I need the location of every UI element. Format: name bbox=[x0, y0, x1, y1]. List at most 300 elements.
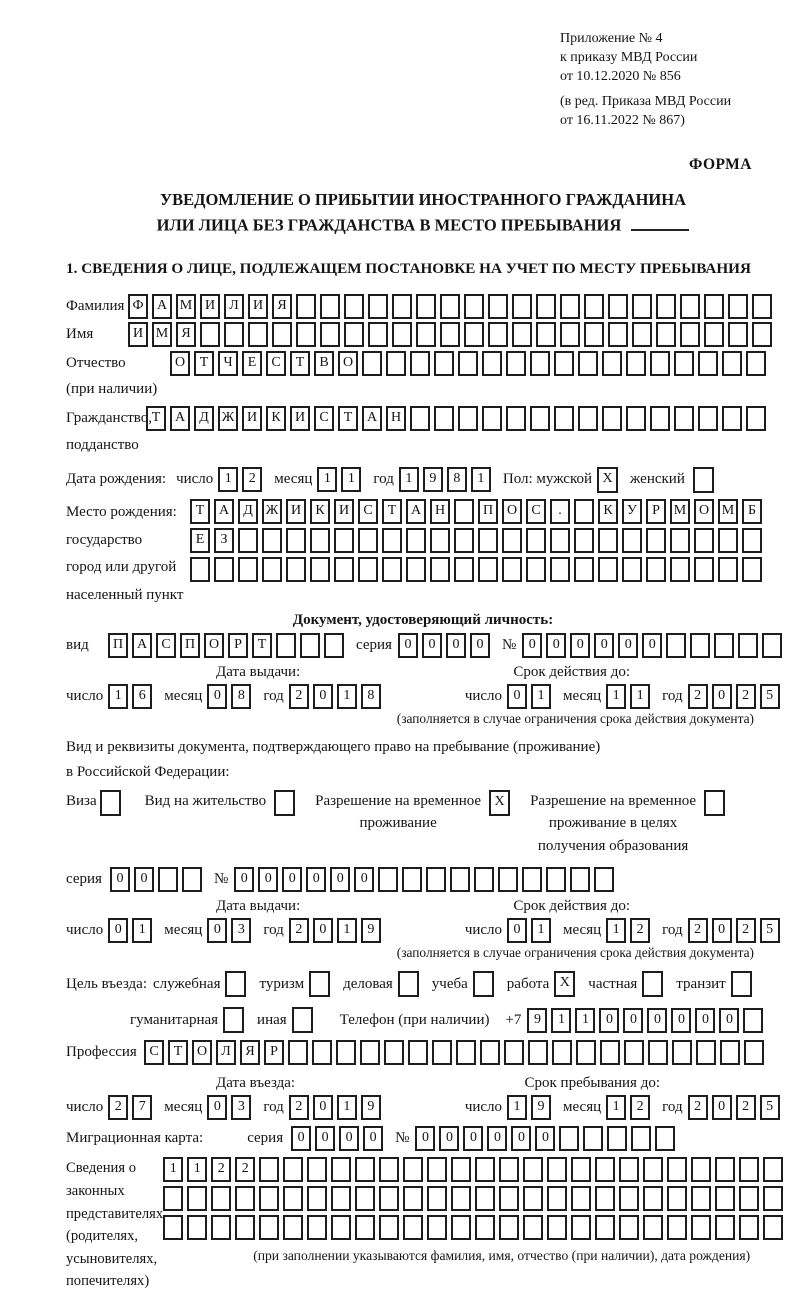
date-part-field[interactable] bbox=[399, 467, 495, 492]
date-part-field[interactable] bbox=[207, 684, 255, 709]
temporary-residence-checkbox[interactable] bbox=[489, 790, 514, 816]
char-cell bbox=[158, 867, 178, 892]
purpose-option-checkbox[interactable] bbox=[473, 971, 498, 997]
visa-label: Виза bbox=[66, 792, 97, 809]
char-cell: 2 bbox=[736, 684, 756, 709]
char-cell bbox=[728, 322, 748, 347]
birth-place-row2[interactable] bbox=[190, 528, 766, 553]
migration-card-series-field[interactable] bbox=[291, 1126, 387, 1151]
representatives-note: (при заполнении указываются фамилия, имя, отчество (при наличии), дата рождения) bbox=[253, 1248, 751, 1264]
char-cell: 0 bbox=[207, 684, 227, 709]
date-part-field[interactable] bbox=[218, 467, 266, 492]
date-part-field[interactable] bbox=[606, 918, 654, 943]
char-cell bbox=[570, 867, 590, 892]
doc-kind-field[interactable] bbox=[108, 633, 348, 658]
char-cell: 6 bbox=[132, 684, 152, 709]
patronymic-label: Отчество (при наличии) bbox=[66, 354, 158, 398]
entry-date-field[interactable] bbox=[66, 1095, 393, 1120]
char-cell bbox=[552, 1040, 572, 1065]
identity-issue-date[interactable] bbox=[66, 684, 393, 709]
char-cell: 0 bbox=[291, 1126, 311, 1151]
date-part-field[interactable] bbox=[507, 918, 555, 943]
purpose-option-checkbox[interactable] bbox=[554, 971, 579, 997]
char-cell bbox=[331, 1215, 351, 1240]
char-cell bbox=[499, 1215, 519, 1240]
residence-permit-checkbox[interactable] bbox=[274, 790, 299, 816]
char-cell: Е bbox=[242, 351, 262, 376]
char-cell bbox=[384, 1040, 404, 1065]
char-cell bbox=[451, 1215, 471, 1240]
char-cell: 0 bbox=[712, 1095, 732, 1120]
char-cell: X bbox=[489, 790, 510, 816]
doc-series-field[interactable] bbox=[398, 633, 494, 658]
residence-issue-date[interactable] bbox=[66, 918, 393, 943]
char-cell: 0 bbox=[330, 867, 350, 892]
char-cell: 0 bbox=[363, 1126, 383, 1151]
char-cell bbox=[286, 557, 306, 582]
char-cell bbox=[595, 1186, 615, 1211]
char-cell: 1 bbox=[132, 918, 152, 943]
char-cell bbox=[526, 557, 546, 582]
char-cell: 9 bbox=[531, 1095, 551, 1120]
purpose-option-checkbox[interactable] bbox=[309, 971, 334, 997]
char-cell bbox=[690, 633, 710, 658]
purpose-option-label: иная bbox=[257, 1011, 287, 1028]
char-cell: Т bbox=[168, 1040, 188, 1065]
char-cell bbox=[752, 322, 772, 347]
char-cell bbox=[626, 351, 646, 376]
char-cell: 2 bbox=[688, 1095, 708, 1120]
char-cell: А bbox=[170, 406, 190, 431]
purpose-option-checkbox[interactable] bbox=[398, 971, 423, 997]
representatives-row3[interactable] bbox=[163, 1215, 787, 1240]
char-cell: 2 bbox=[736, 1095, 756, 1120]
purpose-option-checkbox[interactable] bbox=[225, 971, 250, 997]
char-cell bbox=[235, 1186, 255, 1211]
char-cell bbox=[656, 294, 676, 319]
char-cell bbox=[427, 1215, 447, 1240]
char-cell: 2 bbox=[688, 684, 708, 709]
char-cell: 0 bbox=[339, 1126, 359, 1151]
char-cell: 0 bbox=[599, 1008, 619, 1033]
char-cell: А bbox=[132, 633, 152, 658]
char-cell: М bbox=[152, 322, 172, 347]
profession-label: Профессия bbox=[66, 1044, 137, 1061]
date-part-label: месяц bbox=[164, 1099, 203, 1116]
char-cell: 1 bbox=[341, 467, 361, 492]
char-cell bbox=[478, 557, 498, 582]
given-name-field[interactable] bbox=[128, 322, 776, 347]
char-cell: К bbox=[266, 406, 286, 431]
char-cell bbox=[739, 1186, 759, 1211]
char-cell: 1 bbox=[531, 684, 551, 709]
char-cell bbox=[292, 1007, 313, 1033]
residence-number-label: № bbox=[213, 871, 229, 888]
char-cell bbox=[331, 1157, 351, 1182]
char-cell bbox=[310, 528, 330, 553]
char-cell bbox=[286, 528, 306, 553]
char-cell bbox=[488, 322, 508, 347]
char-cell: Л bbox=[216, 1040, 236, 1065]
char-cell bbox=[691, 1157, 711, 1182]
char-cell bbox=[416, 294, 436, 319]
section1-heading: 1. СВЕДЕНИЯ О ЛИЦЕ, ПОДЛЕЖАЩЕМ ПОСТАНОВКЕ НА УЧЕТ ПО МЕСТУ ПРЕБЫВАНИЯ bbox=[66, 259, 751, 277]
char-cell: 1 bbox=[163, 1157, 183, 1182]
appendix-line: Приложение № 4 bbox=[560, 31, 663, 46]
char-cell: 1 bbox=[606, 1095, 626, 1120]
birth-date-field[interactable] bbox=[176, 467, 503, 492]
char-cell bbox=[502, 557, 522, 582]
date-part-label: месяц bbox=[164, 687, 203, 704]
stay-until-field[interactable] bbox=[465, 1095, 792, 1120]
date-part-label: число bbox=[464, 922, 503, 939]
residence-series-label: серия bbox=[66, 871, 102, 888]
char-cell: Р bbox=[228, 633, 248, 658]
char-cell bbox=[379, 1157, 399, 1182]
char-cell bbox=[259, 1215, 279, 1240]
char-cell bbox=[722, 406, 742, 431]
char-cell: Т bbox=[146, 406, 166, 431]
sex-male-checkbox[interactable] bbox=[597, 467, 622, 493]
purpose-option-checkbox[interactable] bbox=[292, 1007, 317, 1033]
char-cell: 0 bbox=[398, 633, 418, 658]
residence-permit-label: Вид на жительство bbox=[144, 792, 267, 809]
migration-card-label: Миграционная карта: bbox=[66, 1130, 204, 1147]
date-part-label: месяц bbox=[164, 922, 203, 939]
char-cell: 2 bbox=[736, 918, 756, 943]
purpose-option bbox=[588, 971, 667, 997]
char-cell: 0 bbox=[522, 633, 542, 658]
char-cell: 1 bbox=[399, 467, 419, 492]
char-cell bbox=[728, 294, 748, 319]
char-cell bbox=[482, 351, 502, 376]
char-cell: Т bbox=[338, 406, 358, 431]
char-cell: 1 bbox=[337, 1095, 357, 1120]
char-cell bbox=[382, 528, 402, 553]
char-cell bbox=[530, 406, 550, 431]
char-cell bbox=[368, 322, 388, 347]
residence-doc-heading-line2: в Российской Федерации: bbox=[66, 764, 230, 781]
date-part-field[interactable] bbox=[688, 918, 784, 943]
surname-field[interactable] bbox=[128, 294, 776, 319]
char-cell: 0 bbox=[463, 1126, 483, 1151]
temporary-residence-education-label: Разрешение на временное проживание в целях получения образования bbox=[530, 792, 697, 854]
char-cell bbox=[506, 351, 526, 376]
char-cell bbox=[704, 322, 724, 347]
char-cell: 1 bbox=[317, 467, 337, 492]
char-cell bbox=[259, 1157, 279, 1182]
char-cell bbox=[403, 1215, 423, 1240]
char-cell bbox=[560, 322, 580, 347]
char-cell: 0 bbox=[487, 1126, 507, 1151]
birth-place-row1[interactable] bbox=[190, 499, 766, 524]
char-cell: 3 bbox=[231, 1095, 251, 1120]
date-part-field[interactable] bbox=[606, 684, 654, 709]
date-part-field[interactable] bbox=[207, 918, 255, 943]
date-part-field[interactable] bbox=[688, 1095, 784, 1120]
date-part-field[interactable] bbox=[317, 467, 365, 492]
char-cell bbox=[691, 1215, 711, 1240]
char-cell: . bbox=[550, 499, 570, 524]
date-part-label: месяц bbox=[563, 922, 602, 939]
char-cell bbox=[300, 633, 320, 658]
char-cell: 0 bbox=[712, 918, 732, 943]
representatives-row2[interactable] bbox=[163, 1186, 787, 1211]
char-cell bbox=[632, 322, 652, 347]
char-cell: Т bbox=[194, 351, 214, 376]
char-cell bbox=[307, 1157, 327, 1182]
date-part-field[interactable] bbox=[108, 918, 156, 943]
char-cell bbox=[310, 557, 330, 582]
identity-expiry-date[interactable] bbox=[465, 684, 792, 709]
char-cell bbox=[536, 294, 556, 319]
given-name-label: Имя bbox=[66, 325, 94, 342]
char-cell: Т bbox=[382, 499, 402, 524]
citizenship-field[interactable] bbox=[146, 406, 770, 431]
char-cell bbox=[296, 294, 316, 319]
char-cell bbox=[288, 1040, 308, 1065]
char-cell bbox=[698, 351, 718, 376]
char-cell: 8 bbox=[231, 684, 251, 709]
purpose-option-label: служебная bbox=[152, 975, 221, 992]
char-cell: 1 bbox=[507, 1095, 527, 1120]
doc-number-field[interactable] bbox=[522, 633, 786, 658]
char-cell bbox=[336, 1040, 356, 1065]
representatives-label: Сведения о законных представителях (родителях, усыновителях, попечителях) bbox=[66, 1160, 164, 1290]
char-cell bbox=[502, 528, 522, 553]
char-cell: И bbox=[286, 499, 306, 524]
date-part-label: число bbox=[464, 687, 503, 704]
patronymic-field[interactable] bbox=[170, 351, 770, 376]
date-part-field[interactable] bbox=[688, 684, 784, 709]
sex-female-checkbox[interactable] bbox=[693, 467, 718, 493]
date-part-label: год bbox=[263, 1099, 284, 1116]
edition-line: от 16.11.2022 № 867) bbox=[560, 112, 685, 128]
date-part-field[interactable] bbox=[289, 684, 385, 709]
char-cell: П bbox=[108, 633, 128, 658]
date-part-field[interactable] bbox=[207, 1095, 255, 1120]
purpose-option-checkbox[interactable] bbox=[642, 971, 667, 997]
char-cell: 5 bbox=[760, 684, 780, 709]
char-cell bbox=[674, 351, 694, 376]
char-cell: 0 bbox=[642, 633, 662, 658]
residence-series-field[interactable] bbox=[110, 867, 206, 892]
char-cell bbox=[274, 790, 295, 816]
char-cell bbox=[475, 1215, 495, 1240]
char-cell bbox=[272, 322, 292, 347]
surname-label: Фамилия bbox=[66, 297, 125, 314]
char-cell bbox=[622, 528, 642, 553]
char-cell bbox=[608, 322, 628, 347]
char-cell bbox=[410, 351, 430, 376]
phone-field[interactable] bbox=[527, 1008, 767, 1033]
visa-checkbox[interactable] bbox=[100, 790, 125, 816]
purpose-option bbox=[257, 1007, 317, 1033]
char-cell: Л bbox=[224, 294, 244, 319]
char-cell: 0 bbox=[511, 1126, 531, 1151]
char-cell: М bbox=[670, 499, 690, 524]
temporary-residence-education-option bbox=[530, 790, 729, 858]
temporary-residence-education-checkbox[interactable] bbox=[704, 790, 729, 816]
char-cell: П bbox=[180, 633, 200, 658]
char-cell bbox=[498, 867, 518, 892]
char-cell: Б bbox=[742, 499, 762, 524]
char-cell bbox=[554, 351, 574, 376]
char-cell bbox=[536, 322, 556, 347]
char-cell: 3 bbox=[231, 918, 251, 943]
char-cell bbox=[440, 294, 460, 319]
char-cell bbox=[594, 867, 614, 892]
char-cell bbox=[480, 1040, 500, 1065]
purpose-option-label: учеба bbox=[431, 975, 468, 992]
char-cell bbox=[694, 557, 714, 582]
char-cell: 1 bbox=[471, 467, 491, 492]
char-cell bbox=[522, 867, 542, 892]
char-cell bbox=[667, 1157, 687, 1182]
char-cell bbox=[595, 1215, 615, 1240]
char-cell bbox=[451, 1157, 471, 1182]
char-cell: С bbox=[358, 499, 378, 524]
char-cell bbox=[430, 528, 450, 553]
char-cell bbox=[722, 351, 742, 376]
char-cell: 0 bbox=[315, 1126, 335, 1151]
date-part-label: месяц bbox=[274, 471, 313, 488]
char-cell: 1 bbox=[531, 918, 551, 943]
char-cell bbox=[598, 528, 618, 553]
char-cell bbox=[650, 351, 670, 376]
char-cell bbox=[670, 557, 690, 582]
birth-place-label: Место рождения: государство город или другой населенный пункт bbox=[66, 503, 184, 604]
date-part-field[interactable] bbox=[507, 1095, 555, 1120]
form-label: ФОРМА bbox=[688, 156, 752, 174]
edition-line: (в ред. Приказа МВД России bbox=[560, 93, 732, 109]
migration-card-series-label: серия bbox=[247, 1130, 284, 1147]
char-cell bbox=[454, 557, 474, 582]
char-cell: 5 bbox=[760, 1095, 780, 1120]
purpose-option bbox=[432, 971, 498, 997]
purpose-option-checkbox[interactable] bbox=[731, 971, 756, 997]
char-cell bbox=[643, 1186, 663, 1211]
migration-card-number-field[interactable] bbox=[415, 1126, 679, 1151]
purpose-option-label: работа bbox=[506, 975, 550, 992]
char-cell: 5 bbox=[760, 918, 780, 943]
char-cell bbox=[358, 557, 378, 582]
identity-expiry-heading: Срок действия до: bbox=[513, 663, 630, 680]
date-part-field[interactable] bbox=[606, 1095, 654, 1120]
char-cell bbox=[746, 351, 766, 376]
char-cell: 0 bbox=[108, 918, 128, 943]
char-cell bbox=[674, 406, 694, 431]
char-cell bbox=[309, 971, 330, 997]
char-cell bbox=[607, 1126, 627, 1151]
date-part-field[interactable] bbox=[289, 918, 385, 943]
char-cell: 8 bbox=[361, 684, 381, 709]
residence-expiry-date[interactable] bbox=[465, 918, 792, 943]
char-cell bbox=[602, 406, 622, 431]
char-cell: 8 bbox=[447, 467, 467, 492]
char-cell: 2 bbox=[688, 918, 708, 943]
char-cell bbox=[312, 1040, 332, 1065]
char-cell bbox=[622, 557, 642, 582]
char-cell bbox=[416, 322, 436, 347]
char-cell bbox=[440, 322, 460, 347]
profession-field[interactable] bbox=[144, 1040, 768, 1065]
purpose-option-checkbox[interactable] bbox=[223, 1007, 248, 1033]
residence-number-field[interactable] bbox=[234, 867, 618, 892]
purpose-options bbox=[153, 971, 765, 997]
char-cell: С bbox=[266, 351, 286, 376]
char-cell bbox=[512, 294, 532, 319]
char-cell bbox=[619, 1157, 639, 1182]
char-cell: 0 bbox=[207, 918, 227, 943]
date-part-field[interactable] bbox=[507, 684, 555, 709]
char-cell: 2 bbox=[289, 1095, 309, 1120]
birth-place-row3[interactable] bbox=[190, 557, 766, 582]
char-cell: О bbox=[694, 499, 714, 524]
char-cell: М bbox=[176, 294, 196, 319]
char-cell bbox=[694, 528, 714, 553]
char-cell bbox=[648, 1040, 668, 1065]
char-cell bbox=[646, 528, 666, 553]
char-cell bbox=[434, 406, 454, 431]
char-cell: Ч bbox=[218, 351, 238, 376]
char-cell: 1 bbox=[337, 918, 357, 943]
char-cell: Ф bbox=[128, 294, 148, 319]
date-part-label: год bbox=[662, 1099, 683, 1116]
char-cell bbox=[427, 1157, 447, 1182]
char-cell bbox=[744, 1040, 764, 1065]
purpose-option-label: деловая bbox=[343, 975, 393, 992]
char-cell bbox=[320, 294, 340, 319]
char-cell bbox=[386, 351, 406, 376]
char-cell bbox=[714, 633, 734, 658]
char-cell bbox=[482, 406, 502, 431]
char-cell bbox=[578, 406, 598, 431]
char-cell bbox=[238, 528, 258, 553]
char-cell bbox=[403, 1186, 423, 1211]
char-cell bbox=[187, 1186, 207, 1211]
char-cell: А bbox=[406, 499, 426, 524]
char-cell bbox=[334, 528, 354, 553]
char-cell: 2 bbox=[630, 1095, 650, 1120]
char-cell: Т bbox=[290, 351, 310, 376]
char-cell bbox=[324, 633, 344, 658]
char-cell bbox=[283, 1215, 303, 1240]
char-cell: 0 bbox=[712, 684, 732, 709]
char-cell: 0 bbox=[695, 1008, 715, 1033]
date-part-field[interactable] bbox=[289, 1095, 385, 1120]
representatives-row1[interactable] bbox=[163, 1157, 787, 1182]
char-cell bbox=[691, 1186, 711, 1211]
date-part-field[interactable] bbox=[108, 1095, 156, 1120]
char-cell bbox=[715, 1215, 735, 1240]
char-cell bbox=[432, 1040, 452, 1065]
char-cell bbox=[667, 1186, 687, 1211]
char-cell bbox=[743, 1008, 763, 1033]
char-cell bbox=[698, 406, 718, 431]
char-cell bbox=[334, 557, 354, 582]
char-cell bbox=[546, 867, 566, 892]
char-cell bbox=[475, 1186, 495, 1211]
char-cell: 1 bbox=[551, 1008, 571, 1033]
identity-issue-heading: Дата выдачи: bbox=[216, 663, 301, 680]
char-cell: 1 bbox=[187, 1157, 207, 1182]
date-part-field[interactable] bbox=[108, 684, 156, 709]
char-cell: 2 bbox=[242, 467, 262, 492]
char-cell: И bbox=[290, 406, 310, 431]
char-cell bbox=[307, 1186, 327, 1211]
date-part-label: число bbox=[66, 922, 104, 939]
